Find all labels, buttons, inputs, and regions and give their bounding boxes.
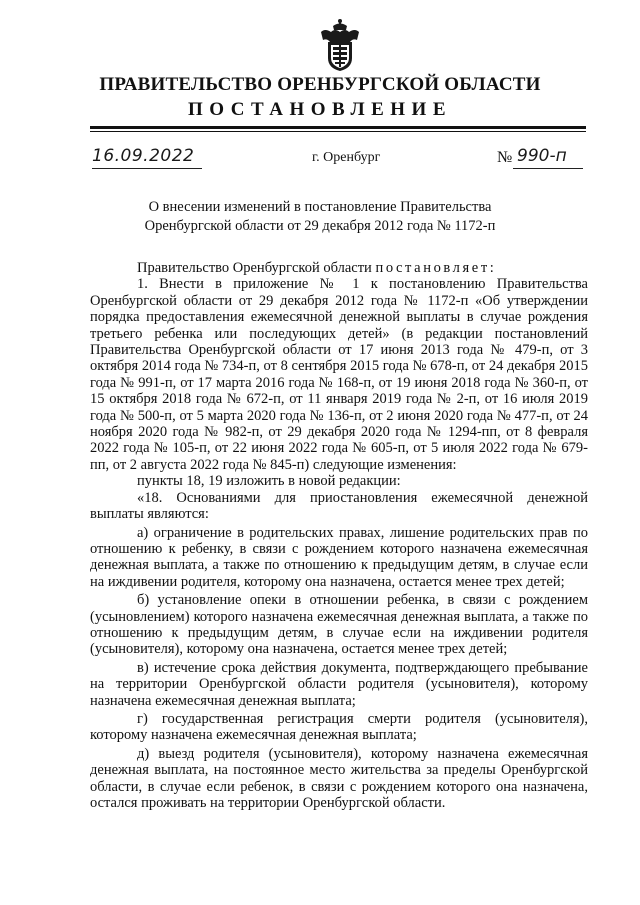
date-handwritten: 16.09.2022 (92, 146, 195, 166)
subject-line-2: Оренбургской области от 29 декабря 2012 года № 1172-п (144, 218, 496, 234)
item-g: г) государственная регистрация смерти родителя (усыновителя), которому назначена ежемесячная денежная выплата; (90, 710, 588, 744)
date-underline (92, 168, 202, 169)
item-a: а) ограничение в родительских правах, лишение родительских прав по отношению к ребенку, в связи с рождением которого назначена ежемесячная денежная выплата, а также по отношению к предыдущим детям, в случае если на иждивении родителя, которому она назначена, остается менее трех детей; (90, 524, 588, 590)
document-subject (0, 198, 640, 236)
number-handwritten: 990-п (517, 146, 567, 166)
number-sign: № (497, 149, 513, 166)
paragraph-2: пункты 18, 19 изложить в новой редакции: (137, 473, 401, 490)
number-underline (513, 168, 583, 169)
document-number (497, 146, 597, 172)
organization-title: ПРАВИТЕЛЬСТВО ОРЕНБУРГСКОЙ ОБЛАСТИ (99, 74, 541, 95)
paragraph-18: «18. Основаниями для приостановления ежемесячной денежной выплаты являются: (90, 489, 588, 523)
city: г. Оренбург (312, 150, 381, 165)
coat-of-arms-icon (319, 18, 361, 72)
document-date (92, 146, 204, 172)
item-v: в) истечение срока действия документа, подтверждающего пребывание на территории Оренбургской области родителя (усыновителя), которому назначена ежемесячная денежная выплата; (90, 659, 588, 709)
header-rule-thick (90, 126, 586, 129)
preamble-subject: Правительство Оренбургской области (137, 260, 372, 276)
document-type: ПОСТАНОВЛЕНИЕ (187, 99, 453, 120)
item-d: д) выезд родителя (усыновителя), которому назначена ежемесячная денежная выплата, на постоянное место жительства за пределы Оренбургской области, в случае если ребенок, в связи с рождением которого она назначена, остался проживать на территории Оренбургской области. (90, 745, 588, 811)
document-body (90, 260, 588, 811)
item-b: б) установление опеки в отношении ребенка, в связи с рождением (усыновлением) которого назначена ежемесячная денежная выплата, а также по отношению к предыдущим детям, в случае если на иждивении родителя (усыновителя), которому она назначена, остается менее трех детей; (90, 592, 588, 658)
subject-line-1: О внесении изменений в постановление Правительства (148, 199, 492, 215)
preamble (90, 260, 588, 276)
header-rule-thin (90, 131, 586, 132)
paragraph-1: 1. Внести в приложение № 1 к постановлению Правительства Оренбургской области от 29 декабря 2012 года № 1172-п «Об утверждении порядка предоставления ежемесячной денежной выплаты в случае рождения третьего ребенка или последующих детей» (в редакции постановлений Правительства Оренбургской области от 17 июня 2013 года № 479-п, от 3 октября 2014 года № 734-п, от 8 сентября 2015 года № 678-п, от 24 декабря 2015 года № 991-п, от 17 марта 2016 года № 168-п, от 19 июня 2018 года № 360-п, от 15 октября 2018 года № 672-п, от 11 января 2019 года № 2-п, от 16 июля 2019 года № 500-п, от 5 марта 2020 года № 136-п, от 2 июня 2020 года № 477-п, от 24 ноября 2020 года № 982-п, от 29 декабря 2020 года № 1294-пп, от 8 февраля 2022 года № 105-п, от 22 июня 2022 года № 605-п, от 5 июля 2022 года № 679-пп, от 2 августа 2022 года № 845-п) следующие изменения: (90, 276, 588, 473)
preamble-verb: постановляет: (375, 260, 497, 276)
